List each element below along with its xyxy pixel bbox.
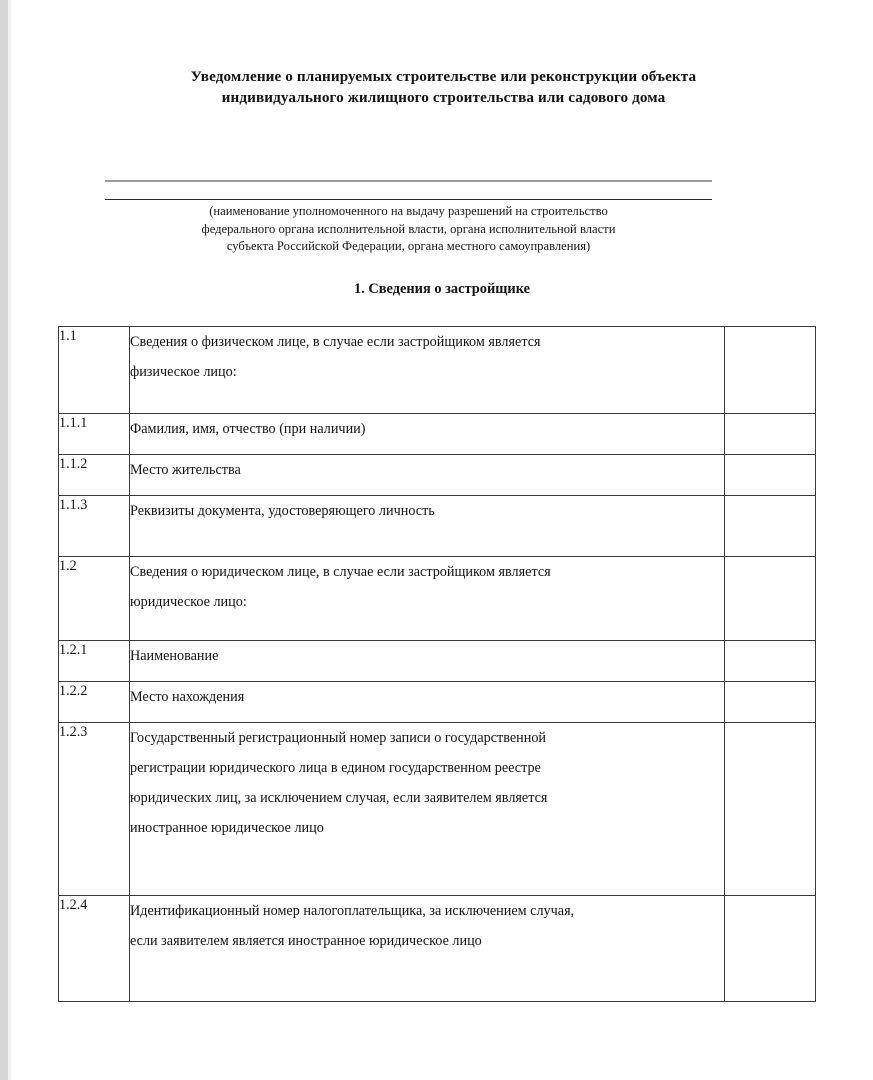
row-description-cell bbox=[130, 641, 725, 682]
authority-rule-upper bbox=[105, 180, 712, 182]
table-row bbox=[59, 641, 816, 682]
document-title-line-2: индивидуального жилищного строительства или садового дома bbox=[221, 89, 666, 106]
row-description-cell bbox=[130, 557, 725, 641]
table-row bbox=[59, 557, 816, 641]
row-description-line: Место нахождения bbox=[130, 689, 245, 705]
row-number-cell: 1.2.4 bbox=[59, 896, 130, 1002]
row-number-cell: 1.2.2 bbox=[59, 682, 130, 723]
row-description-cell bbox=[130, 723, 725, 896]
row-description-cell bbox=[130, 455, 725, 496]
row-description-line: Реквизиты документа, удостоверяющего личность bbox=[130, 503, 435, 519]
row-value-cell[interactable] bbox=[725, 723, 816, 896]
row-description-line: Наименование bbox=[130, 648, 219, 664]
table-row bbox=[59, 896, 816, 1002]
developer-info-table bbox=[58, 326, 816, 1002]
row-description-line: Идентификационный номер налогоплательщика, за исключением случая, bbox=[130, 903, 575, 919]
authority-caption bbox=[105, 203, 712, 256]
row-description-line: юридических лиц, за исключением случая, если заявителем является bbox=[130, 790, 548, 806]
row-description-line: юридическое лицо: bbox=[130, 594, 247, 610]
row-value-cell[interactable] bbox=[725, 557, 816, 641]
row-description-cell bbox=[130, 496, 725, 557]
table-row bbox=[59, 414, 816, 455]
row-number-cell: 1.1 bbox=[59, 327, 130, 414]
table-row bbox=[59, 327, 816, 414]
row-value-cell[interactable] bbox=[725, 896, 816, 1002]
table-row bbox=[59, 723, 816, 896]
row-number-cell: 1.2.1 bbox=[59, 641, 130, 682]
row-description-cell bbox=[130, 682, 725, 723]
table-row bbox=[59, 496, 816, 557]
document-sheet bbox=[11, 0, 873, 1080]
row-value-cell[interactable] bbox=[725, 496, 816, 557]
document-title-line-1: Уведомление о планируемых строительстве или реконструкции объекта bbox=[190, 68, 697, 85]
row-description-line: если заявителем является иностранное юридическое лицо bbox=[130, 933, 482, 949]
table-row bbox=[59, 455, 816, 496]
row-value-cell[interactable] bbox=[725, 327, 816, 414]
row-number-cell: 1.1.3 bbox=[59, 496, 130, 557]
row-value-cell[interactable] bbox=[725, 414, 816, 455]
row-description-line: Фамилия, имя, отчество (при наличии) bbox=[130, 421, 366, 437]
row-number-cell: 1.2.3 bbox=[59, 723, 130, 896]
row-description-cell bbox=[130, 327, 725, 414]
table-row bbox=[59, 682, 816, 723]
row-description-cell bbox=[130, 896, 725, 1002]
row-description-line: Сведения о юридическом лице, в случае если застройщиком является bbox=[130, 564, 551, 580]
row-number-cell: 1.2 bbox=[59, 557, 130, 641]
row-value-cell[interactable] bbox=[725, 641, 816, 682]
authority-caption-line-3: субъекта Российской Федерации, органа местного самоуправления) bbox=[226, 239, 591, 254]
row-description-line: физическое лицо: bbox=[130, 364, 237, 380]
row-description-line: иностранное юридическое лицо bbox=[130, 820, 324, 836]
row-number-cell: 1.1.1 bbox=[59, 414, 130, 455]
row-value-cell[interactable] bbox=[725, 682, 816, 723]
row-description-line: Место жительства bbox=[130, 462, 241, 478]
row-description-line: Государственный регистрационный номер записи о государственной bbox=[130, 730, 547, 746]
row-description-cell bbox=[130, 414, 725, 455]
authority-caption-line-2: федерального органа исполнительной власти, органа исполнительной власти bbox=[201, 221, 616, 236]
section-heading-developer-info: 1. Сведения о застройщике bbox=[353, 281, 531, 297]
row-number-cell: 1.1.2 bbox=[59, 455, 130, 496]
row-description-line: регистрации юридического лица в едином государственном реестре bbox=[130, 760, 541, 776]
authority-rule-lower bbox=[105, 199, 712, 200]
authority-caption-line-1: (наименование уполномоченного на выдачу разрешений на строительство bbox=[209, 204, 608, 218]
row-value-cell[interactable] bbox=[725, 455, 816, 496]
row-description-line: Сведения о физическом лице, в случае если застройщиком является bbox=[130, 334, 541, 350]
document-title bbox=[131, 66, 756, 108]
